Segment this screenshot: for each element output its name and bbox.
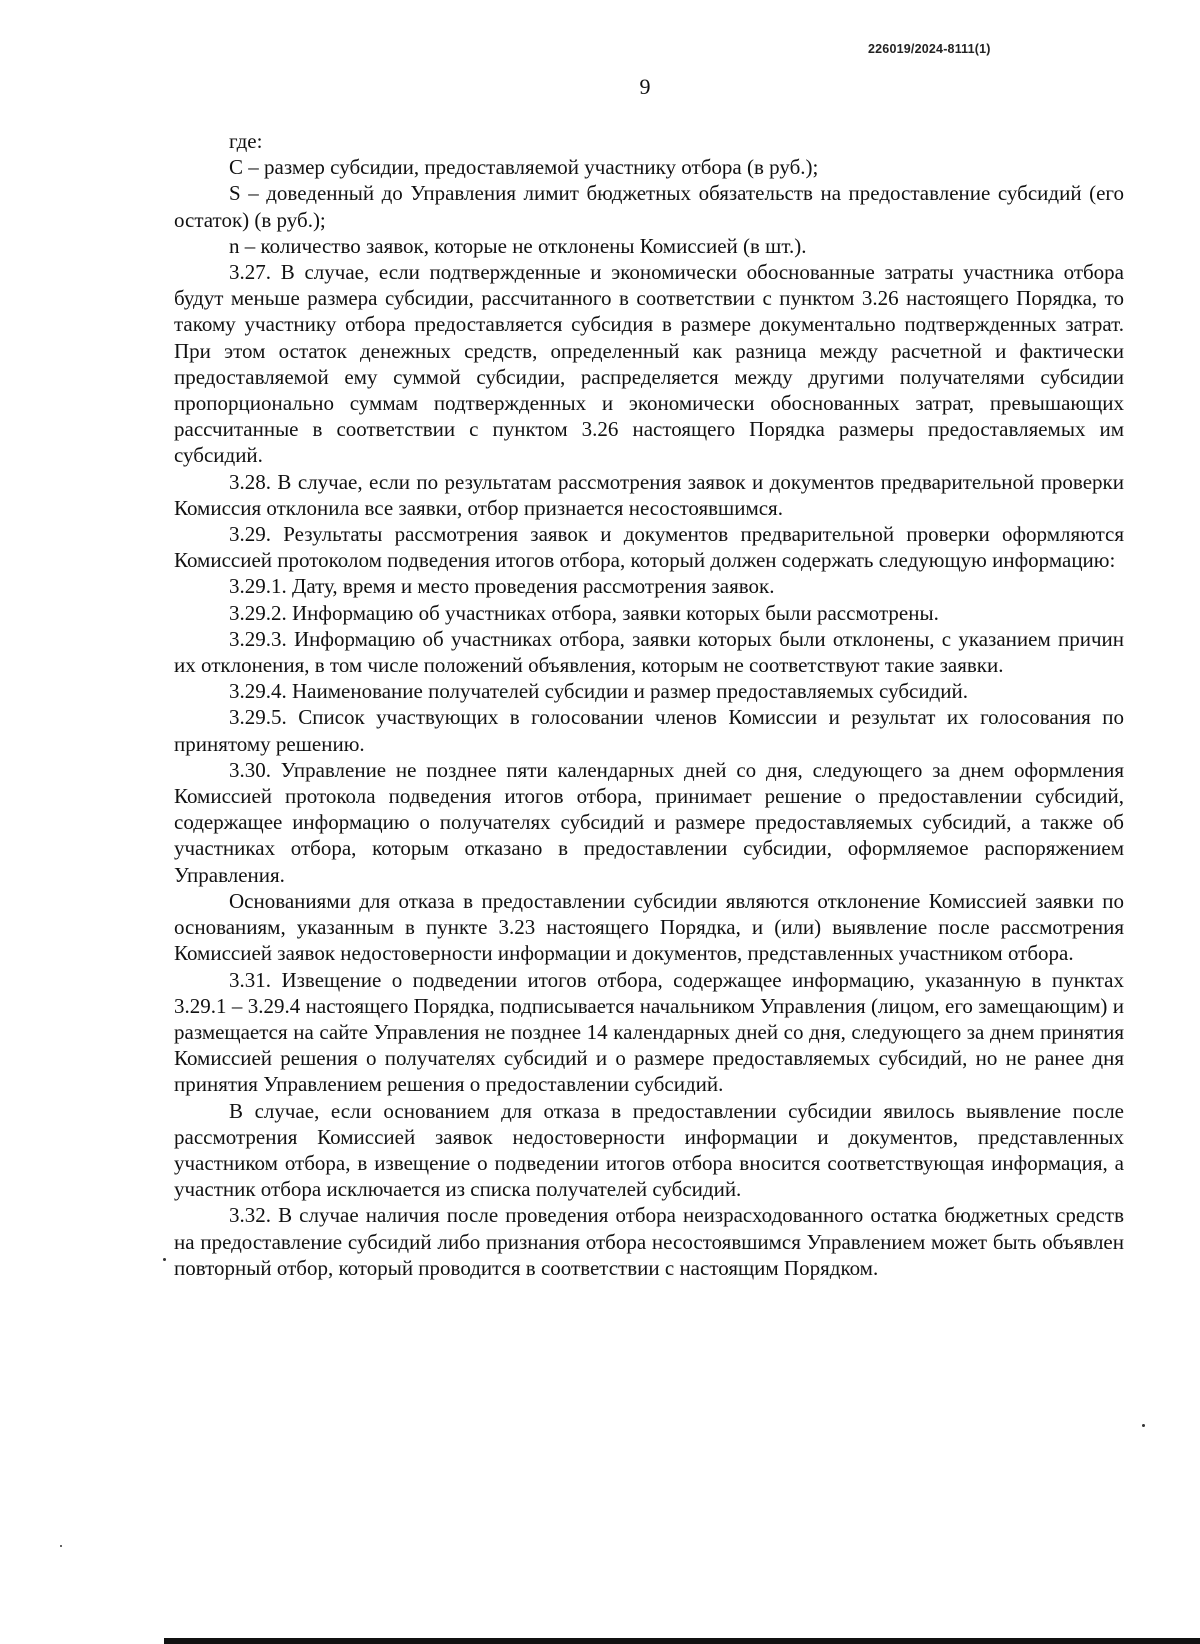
paragraph-def-n: n – количество заявок, которые не отклонены Комиссией (в шт.). (229, 233, 807, 258)
paragraph-3-29-5: 3.29.5. Список участвующих в голосовании членов Комиссии и результат их голосования по принятому решению. (174, 705, 1124, 756)
scan-artifact (1142, 1424, 1145, 1427)
document-body (174, 128, 1124, 1281)
paragraph-exclusion: В случае, если основанием для отказа в предоставлении субсидии явилось выявление после рассмотрения Комиссией заявок недостоверности информации и документов, представленных участником отбора, в извещение о подведении итогов отбора вносится соответствующая информация, а участник отбора исключается из списка получателей субсидий. (174, 1098, 1124, 1202)
paragraph-3-32: 3.32. В случае наличия после проведения отбора неизрасходованного остатка бюджетных средств на предоставление субсидий либо признания отбора несостоявшимся Управлением может быть объявлен повторный отбор, который проводится в соответствии с настоящим Порядком. (174, 1203, 1124, 1280)
paragraph-refusal-grounds: Основаниями для отказа в предоставлении субсидии являются отклонение Комиссией заявки по основаниям, указанным в пункте 3.23 настоящего Порядка, и (или) выявление после рассмотрения Комиссией заявок недостоверности информации и документов, представленных участником отбора. (174, 888, 1124, 966)
paragraph-where: где: (229, 129, 263, 153)
paragraph-3-30: 3.30. Управление не позднее пяти календарных дней со дня, следующего за днем оформления Комиссией протокола подведения итогов отбора, принимает решение о предоставлении субсидий, содержащее информацию о получателях субсидий и размере предоставляемых субсидий, а также об участниках отбора, которым отказано в предоставлении субсидии, оформляемое распоряжением Управления. (174, 757, 1124, 887)
paragraph-3-28: 3.28. В случае, если по результатам рассмотрения заявок и документов предварительной проверки Комиссия отклонила все заявки, отбор признается несостоявшимся. (174, 469, 1124, 520)
paragraph-def-s: S – доведенный до Управления лимит бюджетных обязательств на предоставление субсидий (его остаток) (в руб.); (174, 181, 1124, 232)
paragraph-3-29-2: 3.29.2. Информацию об участниках отбора, заявки которых были рассмотрены. (229, 600, 939, 625)
paragraph-3-31: 3.31. Извещение о подведении итогов отбора, содержащее информацию, указанную в пунктах 3.29.1 – 3.29.4 настоящего Порядка, подписывается начальником Управления (лицом, его замещающим) и размещается на сайте Управления не позднее 14 календарных дней со дня, следующего за днем принятия Комиссией решения о получателях субсидий и о размере предоставляемых субсидий, но не ранее дня принятия Управлением решения о предоставлении субсидий. (174, 967, 1124, 1097)
scan-artifact (60, 1545, 62, 1547)
paragraph-3-29-1: 3.29.1. Дату, время и место проведения рассмотрения заявок. (229, 574, 775, 599)
page-number: 9 (639, 74, 651, 99)
paragraph-3-29-3: 3.29.3. Информацию об участниках отбора, заявки которых были отклонены, с указанием причин их отклонения, в том числе положений объявления, которым не соответствуют такие заявки. (174, 626, 1124, 678)
paragraph-3-27: 3.27. В случае, если подтвержденные и экономически обоснованные затраты участника отбора будут меньше размера субсидии, рассчитанного в соответствии с пунктом 3.26 настоящего Порядка, то такому участнику отбора предоставляется субсидия в размере документально подтвержденных затрат. При этом остаток денежных средств, определенный как разница между расчетной и фактически предоставляемой ему суммой субсидии, распределяется между другими получателями субсидии пропорционально суммам подтвержденных и экономически обоснованных затрат, превышающих рассчитанные в соответствии с пунктом 3.26 настоящего Порядка размеры предоставляемых им субсидий. (174, 260, 1124, 468)
document-registration-number: 226019/2024-8111(1) (868, 42, 991, 56)
paragraph-3-29-4: 3.29.4. Наименование получателей субсидии и размер предоставляемых субсидий. (229, 679, 968, 704)
scan-artifact (163, 1258, 166, 1261)
paragraph-def-c: С – размер субсидии, предоставляемой участнику отбора (в руб.); (229, 155, 819, 180)
scan-edge-line (164, 1638, 1200, 1644)
paragraph-3-29: 3.29. Результаты рассмотрения заявок и документов предварительной проверки оформляются Комиссией протоколом подведения итогов отбора, который должен содержать следующую информацию: (174, 522, 1124, 573)
